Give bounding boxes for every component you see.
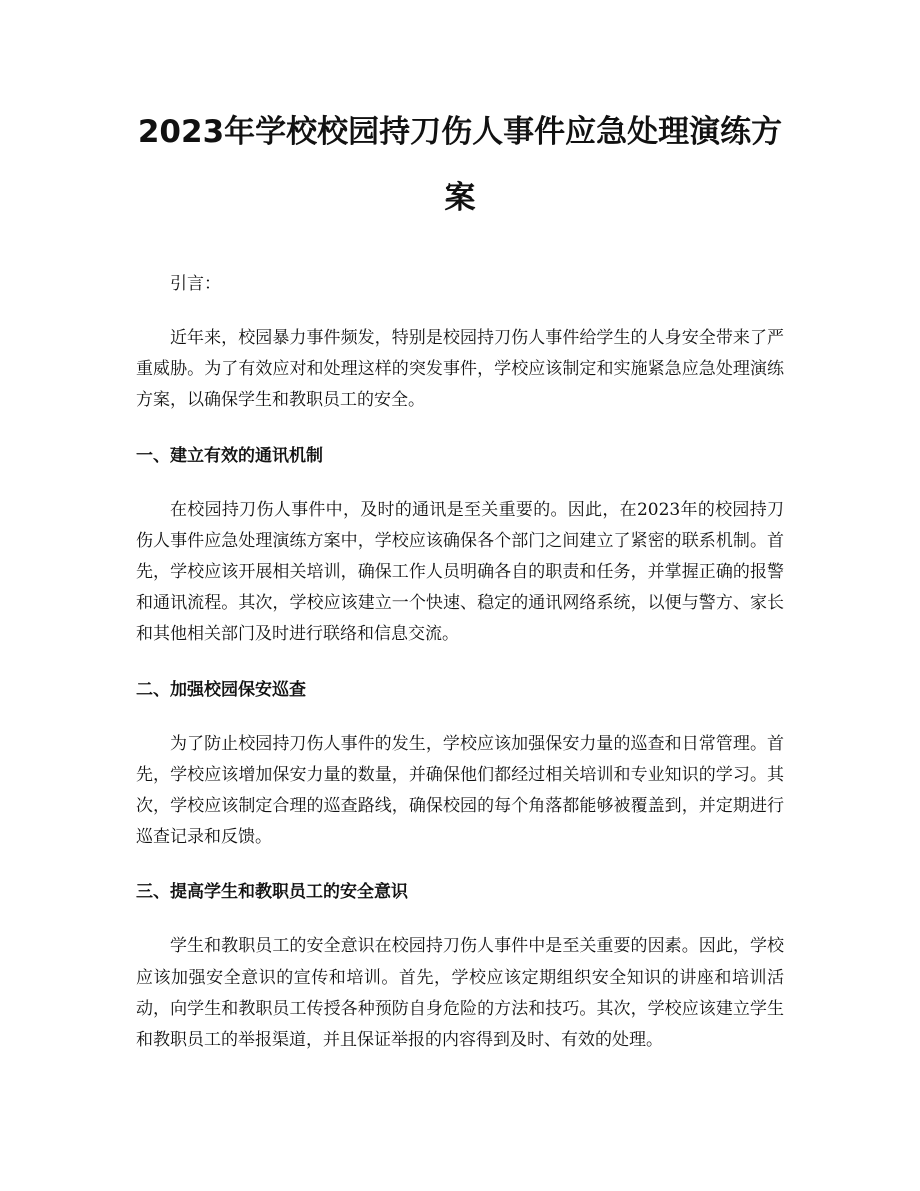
section-communication [136,441,784,651]
section-heading: 三、提高学生和教职员工的安全意识 [136,882,408,903]
document-title: 2023年学校校园持刀伤人事件应急处理演练方案 [137,114,783,216]
section-security-patrol [136,675,784,854]
section-body: 学生和教职员工的安全意识在校园持刀伤人事件中是至关重要的因素。因此，学校应该加强安全意识的宣传和培训。首先，学校应该定期组织安全知识的讲座和培训活动，向学生和教职员工传授各种预防自身危险的方法和技巧。其次，学校应该建立学生和教职员工的举报渠道，并且保证举报的内容得到及时、有效的处理。 [136,936,784,1051]
section-safety-awareness [136,877,784,1056]
section-heading: 二、加强校园保安巡查 [136,679,306,700]
section-heading: 一、建立有效的通讯机制 [136,445,323,466]
section-body: 为了防止校园持刀伤人事件的发生，学校应该加强保安力量的巡查和日常管理。首先，学校应该增加保安力量的数量，并确保他们都经过相关培训和专业知识的学习。其次，学校应该制定合理的巡查路线，确保校园的每个角落都能够被覆盖到，并定期进行巡查记录和反馈。 [136,733,784,848]
intro-paragraph: 近年来，校园暴力事件频发，特别是校园持刀伤人事件给学生的人身安全带来了严重威胁。为了有效应对和处理这样的突发事件，学校应该制定和实施紧急应急处理演练方案，以确保学生和教职员工的安全。 [136,328,784,411]
intro-label: 引言： [170,274,221,294]
section-body: 在校园持刀伤人事件中，及时的通讯是至关重要的。因此，在2023年的校园持刀伤人事件应急处理演练方案中，学校应该确保各个部门之间建立了紧密的联系机制。首先，学校应该开展相关培训，确保工作人员明确各自的职责和任务，并掌握正确的报警和通讯流程。其次，学校应该建立一个快速、稳定的通讯网络系统，以便与警方、家长和其他相关部门及时进行联络和信息交流。 [136,499,784,645]
